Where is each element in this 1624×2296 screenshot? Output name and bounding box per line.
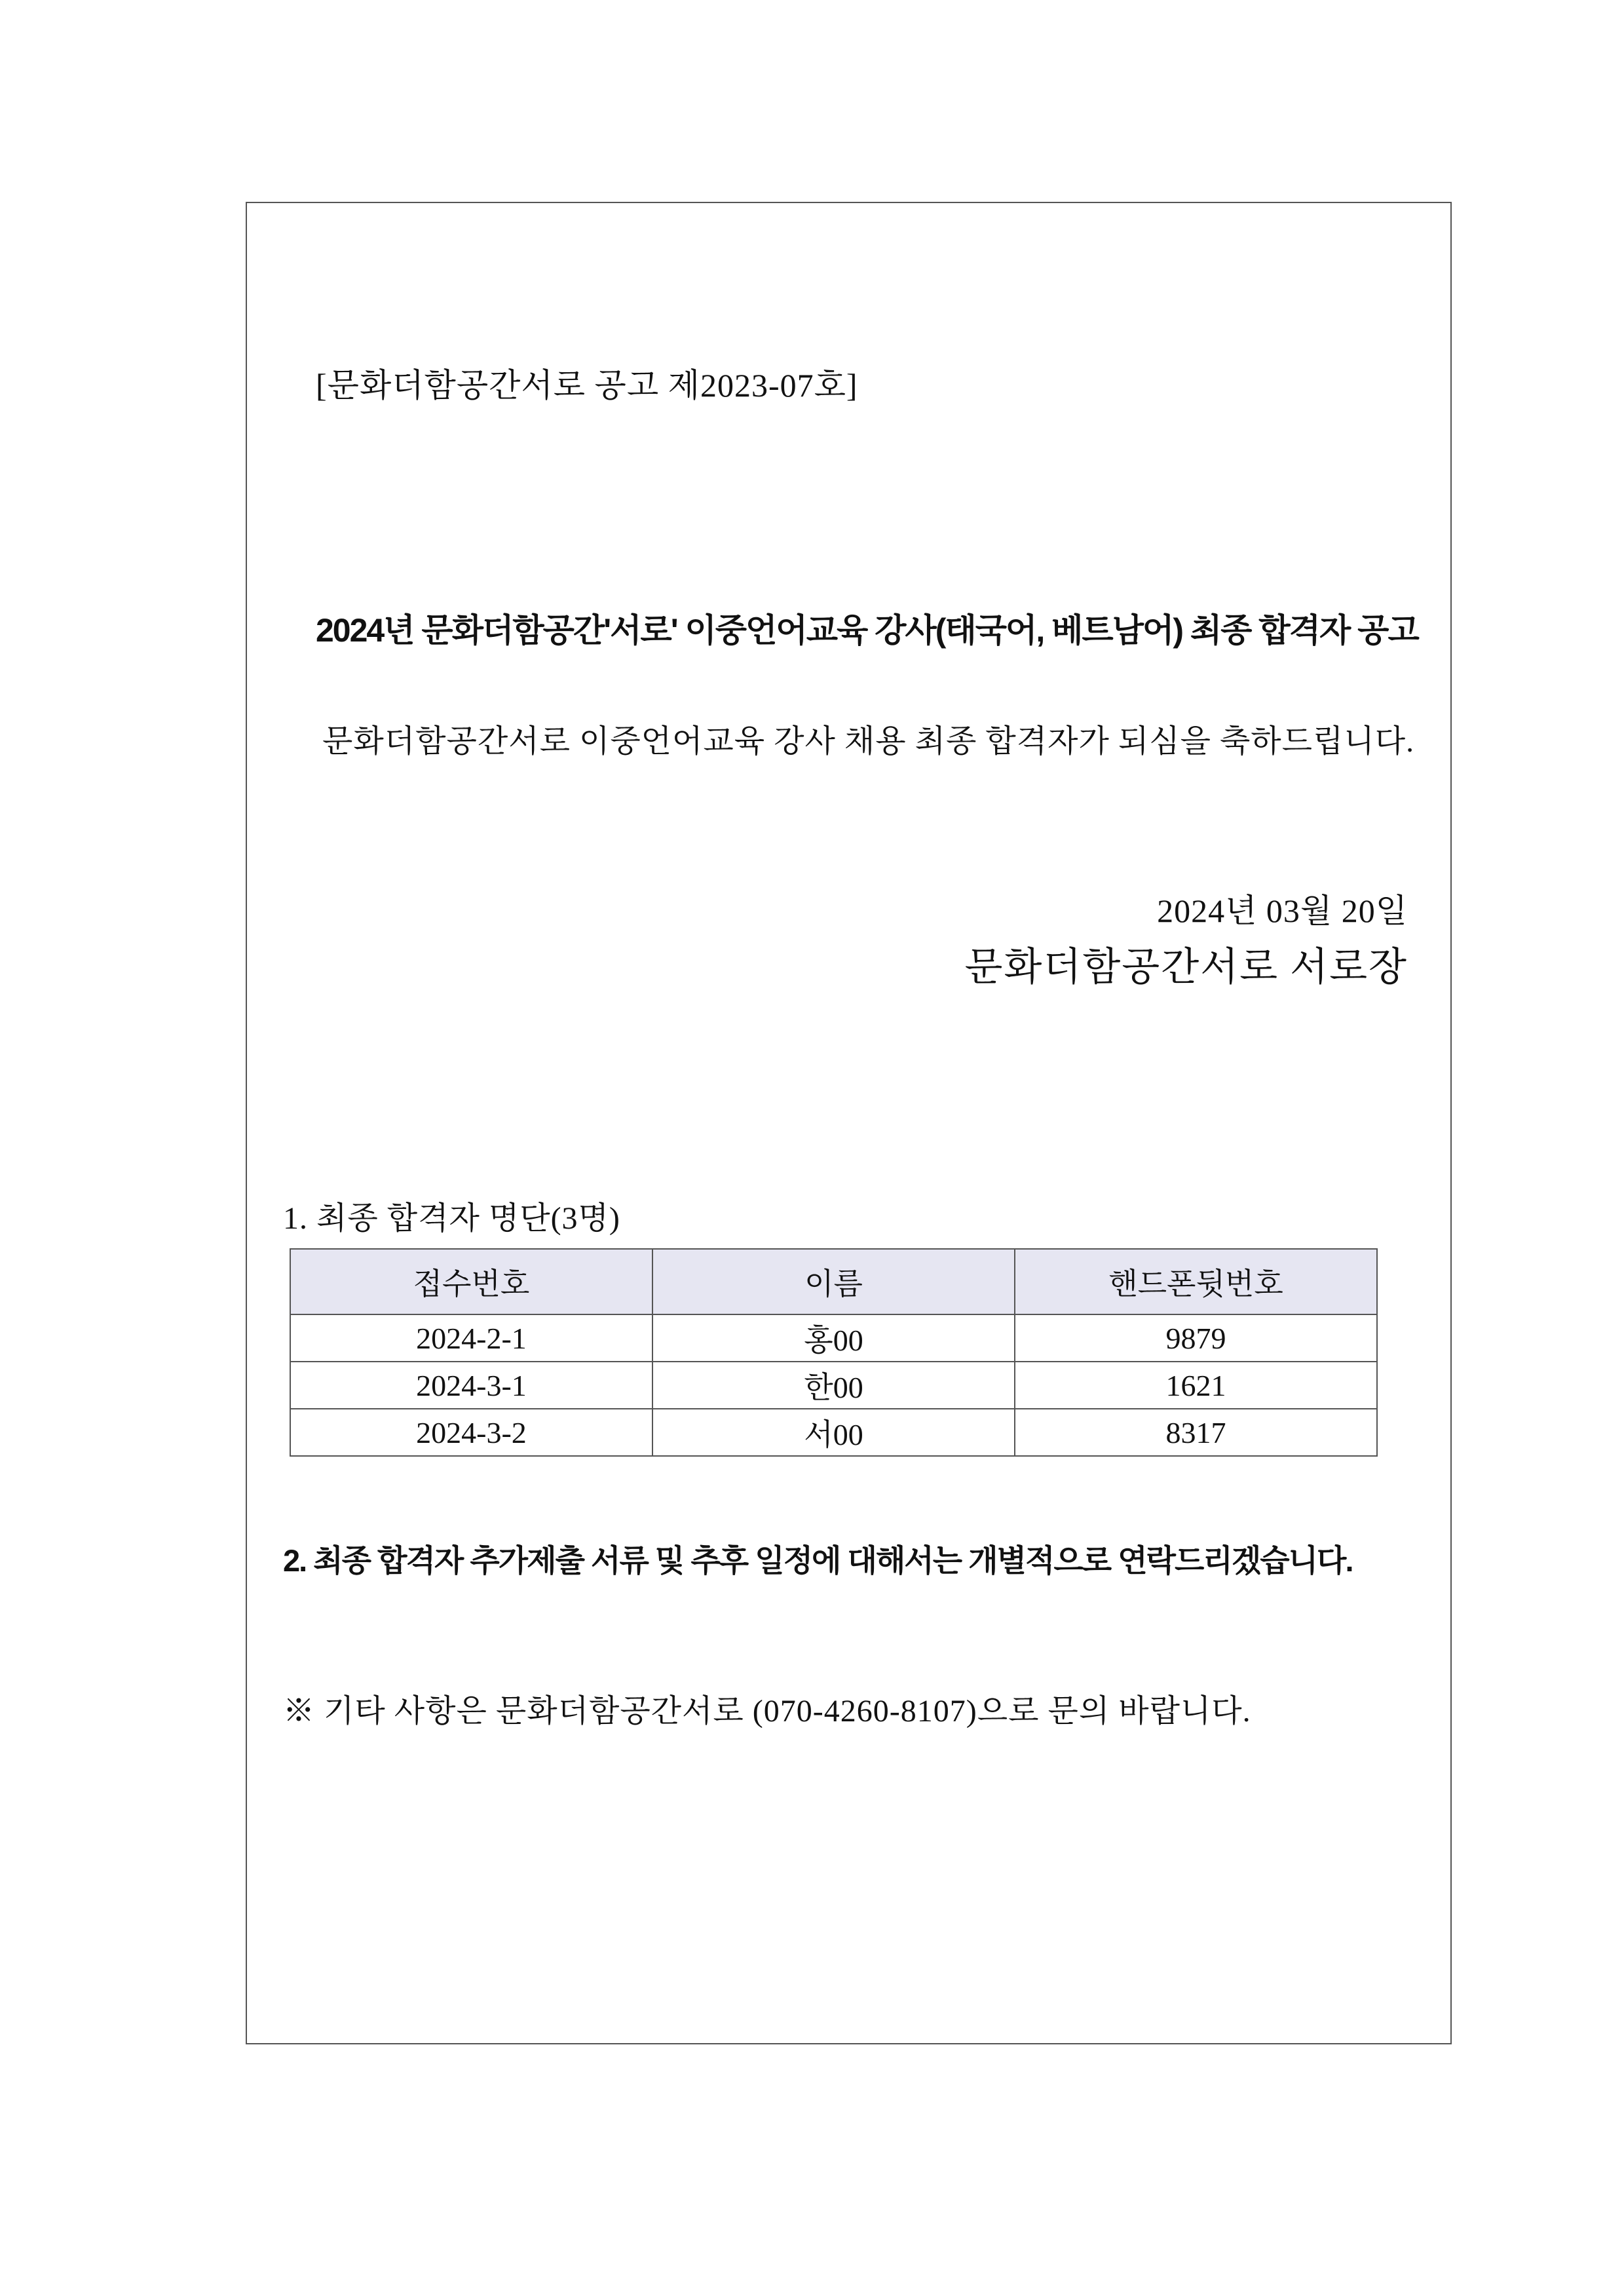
cell-phone-last-digits: 1621 <box>1015 1362 1377 1409</box>
issuer-signature: 문화더함공간서로 서로장 <box>964 946 1408 989</box>
notice-date: 2024년 03월 20일 <box>1157 892 1408 929</box>
cell-phone-last-digits: 8317 <box>1015 1409 1377 1456</box>
cell-name: 한00 <box>652 1362 1015 1409</box>
column-header-name: 이름 <box>652 1249 1015 1314</box>
notice-title: 2024년 문화더함공간'서로' 이중언어교육 강사(태국어, 베트남어) 최종 합격자 공고 <box>316 612 1418 649</box>
table-row <box>290 1409 1377 1456</box>
document-frame <box>246 202 1452 2044</box>
cell-receipt-number: 2024-3-2 <box>290 1409 652 1456</box>
congratulations-message: 문화더함공간서로 이중언어교육 강사 채용 최종 합격자가 되심을 축하드립니다. <box>322 724 1415 759</box>
table-row <box>290 1314 1377 1362</box>
finalist-table <box>290 1248 1378 1457</box>
section-2-notice: 2. 최종 합격자 추가제출 서류 및 추후 일정에 대해서는 개별적으로 연락드리겠습니다. <box>283 1543 1353 1578</box>
cell-phone-last-digits: 9879 <box>1015 1314 1377 1362</box>
cell-name: 서00 <box>652 1409 1015 1456</box>
document-number: [문화더함공간서로 공고 제2023-07호] <box>316 367 858 404</box>
column-header-phone-last-digits: 핸드폰뒷번호 <box>1015 1249 1377 1314</box>
cell-name: 홍00 <box>652 1314 1015 1362</box>
section-1-heading: 1. 최종 합격자 명단(3명) <box>283 1201 620 1236</box>
finalist-table-container <box>290 1248 1378 1457</box>
column-header-receipt-number: 접수번호 <box>290 1249 652 1314</box>
cell-receipt-number: 2024-3-1 <box>290 1362 652 1409</box>
cell-receipt-number: 2024-2-1 <box>290 1314 652 1362</box>
contact-note: ※ 기타 사항은 문화더함공간서로 (070-4260-8107)으로 문의 바랍니다. <box>283 1694 1251 1729</box>
table-header-row <box>290 1249 1377 1314</box>
table-row <box>290 1362 1377 1409</box>
